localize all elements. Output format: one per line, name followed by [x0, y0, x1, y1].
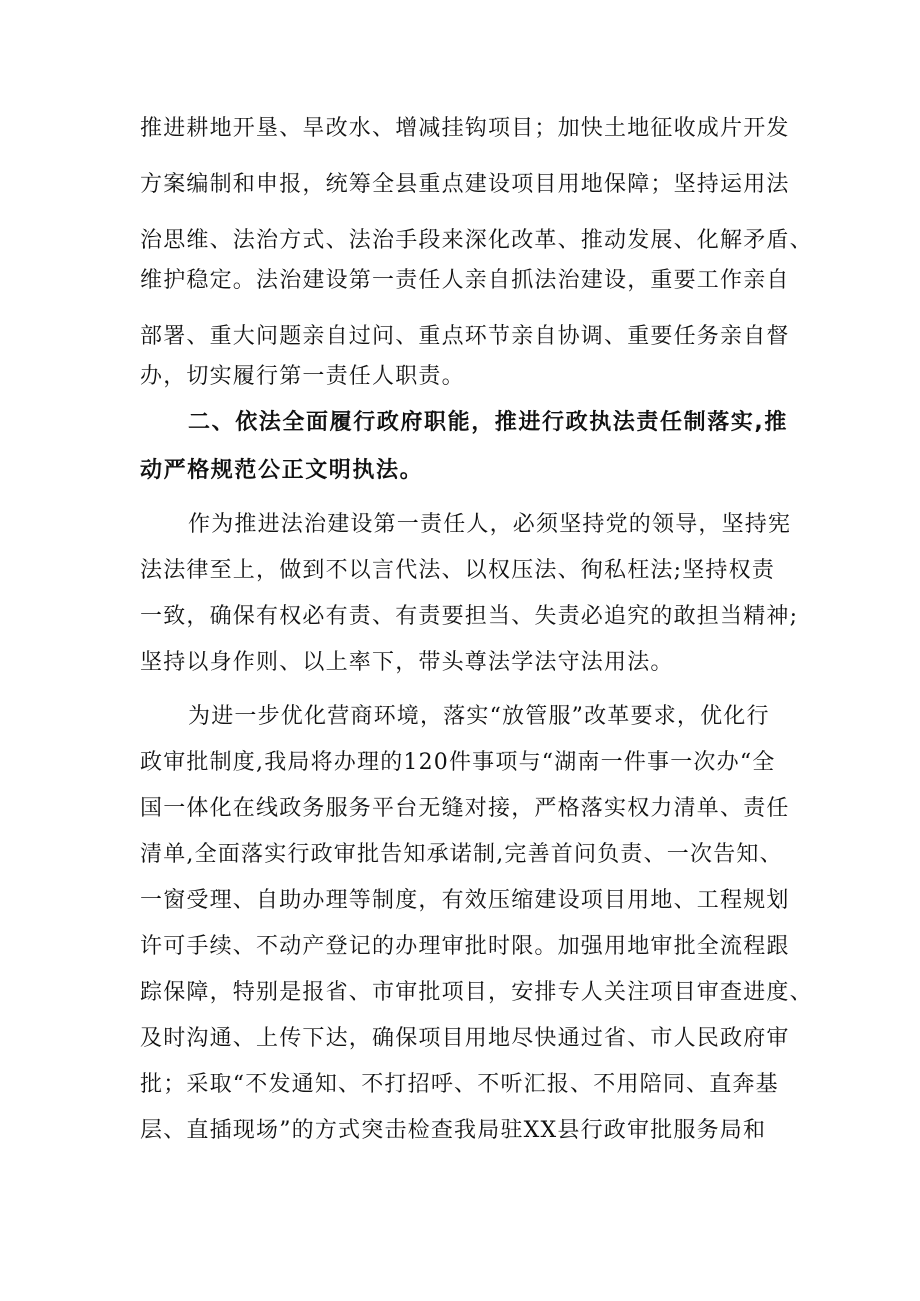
- paragraph-line: 为进一步优化营商环境，落实“放管服”改革要求，优化行: [188, 704, 770, 729]
- paragraph-line: 政审批制度,我局将办理的120件事项与“湖南一件事一次办“全: [140, 750, 776, 775]
- paragraph-line: 及时沟通、上传下达，确保项目用地尽快通过省、市人民政府审: [140, 1026, 790, 1051]
- paragraph-line: 一致，确保有权必有责、有责要担当、失责必追究的敢担当精神;: [140, 604, 799, 629]
- paragraph-line: 踪保障，特别是报省、市审批项目，安排专人关注项目审查进度、: [140, 980, 813, 1005]
- paragraph-line: 部署、重大问题亲自过问、重点环节亲自协调、重要任务亲自督: [140, 324, 790, 349]
- paragraph-line: 一窗受理、自助办理等制度，有效压缩建设项目用地、工程规划: [140, 888, 790, 913]
- paragraph-line: 国一体化在线政务服务平台无缝对接，严格落实权力清单、责任: [140, 796, 790, 821]
- paragraph-line: 坚持以身作则、以上率下，带头尊法学法守法用法。: [140, 650, 674, 675]
- paragraph-line: 治思维、法治方式、法治手段来深化改革、推动发展、化解矛盾、: [140, 228, 813, 253]
- paragraph-line: 方案编制和申报，统筹全县重点建设项目用地保障；坚持运用法: [140, 172, 790, 197]
- paragraph-line: 批；采取“不发通知、不打招呼、不听汇报、不用陪同、直奔基: [140, 1072, 779, 1097]
- paragraph-line: 维护稳定。法治建设第一责任人亲自抓法治建设，重要工作亲自: [140, 268, 790, 293]
- section-heading: 动严格规范公正文明执法。: [140, 458, 424, 483]
- paragraph-line: 法法律至上，做到不以言代法、以权压法、徇私枉法;坚持权责: [140, 558, 776, 583]
- paragraph-line: 推进耕地开垦、旱改水、增减挂钩项目；加快土地征收成片开发: [140, 116, 790, 141]
- paragraph-line: 办，切实履行第一责任人职责。: [140, 364, 465, 389]
- paragraph-line: 许可手续、不动产登记的办理审批时限。加强用地审批全流程跟: [140, 934, 790, 959]
- paragraph-line: 清单,全面落实行政审批告知承诺制,完善首问负责、一次告知、: [140, 842, 783, 867]
- paragraph-line: 层、直插现场”的方式突击检查我局驻XX县行政审批服务局和: [140, 1118, 767, 1143]
- section-heading: 二、依法全面履行政府职能，推进行政执法责任制落实,推: [188, 410, 788, 435]
- paragraph-line: 作为推进法治建设第一责任人，必须坚持党的领导，坚持宪: [188, 512, 792, 537]
